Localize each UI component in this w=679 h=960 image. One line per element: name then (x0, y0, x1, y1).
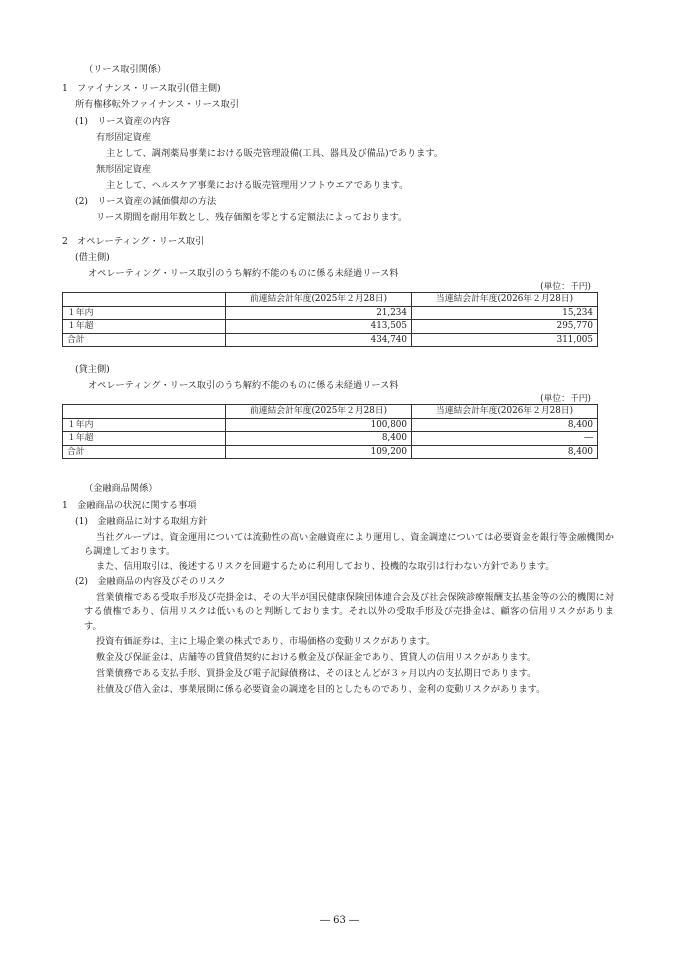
table-row (63, 320, 598, 334)
row-label: １年超 (63, 432, 226, 446)
tangible-assets-text: 主として、調剤薬局事業における販売管理設備(工具、器具及び備品)であります。 (106, 148, 443, 159)
row-label: １年超 (63, 320, 226, 334)
table-header-curr: 当連結会計年度(2026年２月28日) (412, 293, 598, 307)
finance-lease-title: 1 ファイナンス・リース取引(借主側) (62, 83, 221, 94)
table-row (63, 418, 598, 432)
row-prev-value: 413,505 (226, 320, 412, 334)
row-curr-value: 8,400 (412, 418, 598, 432)
row-curr-value: ― (412, 432, 598, 446)
row-curr-value: 15,234 (412, 306, 598, 320)
policy-paragraph-2: また、信用取引は、後述するリスクを回避するために利用しており、投機的な取引は行わない方針であります。 (96, 561, 555, 572)
row-curr-value: 295,770 (412, 320, 598, 334)
lessee-unit: (単位：千円) (540, 282, 591, 292)
tangible-assets-label: 有形固定資産 (96, 132, 152, 143)
finance-lease-subtitle: 所有権移転外ファイナンス・リース取引 (75, 99, 239, 110)
table-row (63, 306, 598, 320)
table-header-empty (63, 405, 226, 419)
row-label: 合計 (63, 333, 226, 347)
lessee-label: (借主側) (75, 252, 110, 263)
intangible-assets-label: 無形固定資産 (96, 164, 152, 175)
financial-heading: （金融商品関係） (84, 483, 158, 494)
row-curr-value: 311,005 (412, 333, 598, 347)
row-label: １年内 (63, 306, 226, 320)
table-header-curr: 当連結会計年度(2026年２月28日) (412, 405, 598, 419)
table-row (63, 432, 598, 446)
table-row (63, 445, 598, 459)
risk-paragraph-securities: 投資有価証券は、主に上場企業の株式であり、市場価格の変動リスクがあります。 (96, 636, 436, 647)
row-curr-value: 8,400 (412, 445, 598, 459)
operating-lease-title: 2 オペレーティング・リース取引 (62, 236, 205, 247)
table-header-prev: 前連結会計年度(2025年２月28日) (226, 405, 412, 419)
page-number: ― 63 ― (319, 915, 360, 926)
lessor-unit: (単位：千円) (540, 394, 591, 404)
lease-asset-content-item: (1) リース資産の内容 (75, 116, 171, 127)
policy-paragraph-1: 当社グループは、資金運用については流動性の高い金融資産により運用し、資金調達については必要資金を銀行等金融機関から調達しております。 (84, 532, 614, 558)
table-header-prev: 前連結会計年度(2025年２月28日) (226, 293, 412, 307)
row-prev-value: 434,740 (226, 333, 412, 347)
lessee-caption: オペレーティング・リース取引のうち解約不能のものに係る未経過リース料 (88, 268, 399, 279)
risk-paragraph-receivables: 営業債権である受取手形及び売掛金は、その大半が国民健康保険団体連合会及び社会保険診療報酬支払基金等の公的機関に対する債権であり、信用リスクは低いものと判断しております。それ以外の受取手形及び売掛金は、顧客の信用リスクがあります。 (84, 592, 614, 632)
row-prev-value: 109,200 (226, 445, 412, 459)
row-prev-value: 21,234 (226, 306, 412, 320)
depreciation-method-item: (2) リース資産の減価償却の方法 (75, 196, 217, 207)
risk-item: (2) 金融商品の内容及びそのリスク (75, 576, 226, 587)
lessee-table (62, 292, 598, 347)
row-label: 合計 (63, 445, 226, 459)
lease-heading: （リース取引関係） (84, 64, 167, 75)
table-header-row (63, 405, 598, 419)
risk-paragraph-deposits: 敷金及び保証金は、店舗等の賃貸借契約における敷金及び保証金であり、賃貸人の信用リスクがあります。 (96, 652, 537, 663)
lessor-label: (貸主側) (75, 364, 110, 375)
table-row (63, 333, 598, 347)
risk-paragraph-borrowings: 社債及び借入金は、事業展開に係る必要資金の調達を目的としたものであり、金利の変動リスクがあります。 (96, 684, 546, 695)
depreciation-method-text: リース期間を耐用年数とし、残存価額を零とする定額法によっております。 (96, 212, 408, 223)
row-prev-value: 8,400 (226, 432, 412, 446)
intangible-assets-text: 主として、ヘルスケア事業における販売管理用ソフトウエアであります。 (106, 180, 409, 191)
table-header-empty (63, 293, 226, 307)
policy-item: (1) 金融商品に対する取組方針 (75, 516, 208, 527)
risk-paragraph-payables: 営業債務である支払手形、買掛金及び電子記録債務は、そのほとんどが３ヶ月以内の支払期日であります。 (96, 668, 537, 679)
lessor-caption: オペレーティング・リース取引のうち解約不能のものに係る未経過リース料 (88, 380, 399, 391)
row-prev-value: 100,800 (226, 418, 412, 432)
table-header-row (63, 293, 598, 307)
financial-status-title: 1 金融商品の状況に関する事項 (62, 500, 197, 511)
row-label: １年内 (63, 418, 226, 432)
lessor-table (62, 404, 598, 459)
